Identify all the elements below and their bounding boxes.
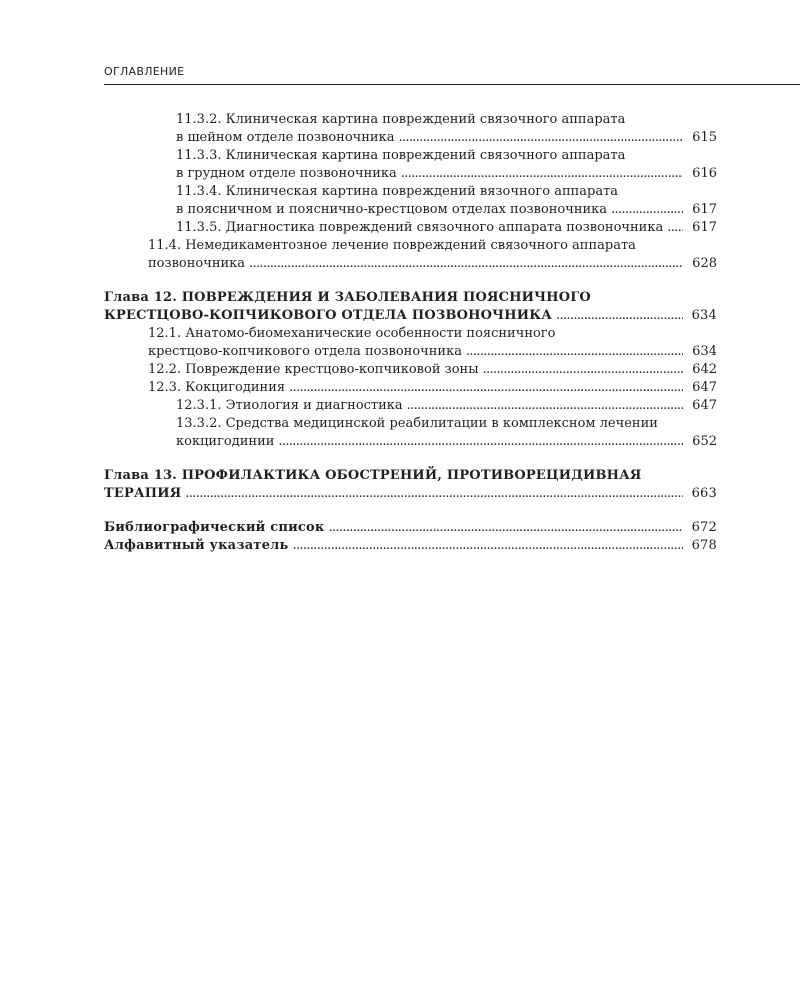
toc-entry-11-4[interactable] [104,237,717,273]
toc-chapter-12[interactable] [104,289,717,325]
page-number: 663 [691,486,717,501]
dot-leader [329,519,684,537]
dot-leader [556,307,683,325]
toc-entry-12-1[interactable] [104,325,717,361]
toc-entry-12-3[interactable] [104,379,717,397]
dot-leader [407,397,683,415]
toc-entry-title: в шейном отделе позвоночника [176,130,395,145]
page-number: 672 [691,520,717,535]
page-number: 617 [692,220,717,235]
page-number: 634 [692,344,717,359]
chapter-title: Библиографический список [104,520,325,535]
page-number: 615 [692,130,717,145]
toc-entry-title: 11.3.3. Клиническая картина повреждений связочного аппарата [176,148,626,163]
page-number: 647 [692,380,717,395]
page-number: 678 [691,538,717,553]
dot-leader [293,537,683,555]
table-of-contents [104,111,717,555]
page-number: 616 [692,166,717,181]
toc-chapter-13[interactable] [104,467,717,503]
toc-entry-title: кокцигодинии [176,434,275,449]
toc-entry-title: позвоночника [148,256,246,271]
chapter-title: ТЕРАПИЯ [104,486,182,501]
toc-entry-title: 12.3. Кокцигодиния [148,380,286,395]
dot-leader [249,255,683,273]
dot-leader [466,343,683,361]
chapter-title: Глава 13. ПРОФИЛАКТИКА ОБОСТРЕНИЙ, ПРОТИВОРЕЦИДИВНАЯ [104,468,642,483]
toc-entry-title: 11.4. Немедикаментозное лечение повреждений связочного аппарата [148,238,636,253]
toc-entry-title: в поясничном и пояснично-крестцовом отделах позвоночника [176,202,608,217]
dot-leader [278,433,683,451]
toc-index[interactable] [104,537,717,555]
toc-entry-11-3-4[interactable] [104,183,717,219]
page-number: 647 [692,398,717,413]
dot-leader [483,361,683,379]
toc-entry-title: 12.2. Повреждение крестцово-копчиковой зоны [148,362,479,377]
toc-entry-12-2[interactable] [104,361,717,379]
toc-entry-title: крестцово-копчикового отдела позвоночника [148,344,462,359]
dot-leader [185,485,683,503]
toc-entry-11-3-5[interactable] [104,219,717,237]
running-header: ОГЛАВЛЕНИЕ [104,65,185,78]
toc-entry-11-3-3[interactable] [104,147,717,183]
toc-entry-title: 12.3.1. Этиология и диагностика [176,398,403,413]
header-rule [104,84,800,85]
chapter-title: КРЕСТЦОВО-КОПЧИКОВОГО ОТДЕЛА ПОЗВОНОЧНИКА [104,308,553,323]
dot-leader [667,219,683,237]
toc-entry-13-3-2[interactable] [104,415,717,451]
toc-entry-11-3-2[interactable] [104,111,717,147]
toc-entry-title: в грудном отделе позвоночника [176,166,397,181]
page-number: 617 [692,202,717,217]
toc-bibliography[interactable] [104,519,717,537]
toc-entry-title: 13.3.2. Средства медицинской реабилитации в комплексном лечении [176,416,658,431]
toc-entry-title: 11.3.2. Клиническая картина повреждений связочного аппарата [176,112,626,127]
page-number: 634 [691,308,717,323]
toc-entry-title: 12.1. Анатомо-биомеханические особенности поясничного [148,326,556,341]
dot-leader [289,379,683,397]
chapter-title: Алфавитный указатель [104,538,289,553]
toc-entry-title: 11.3.4. Клиническая картина повреждений вязочного аппарата [176,184,619,199]
page-number: 642 [692,362,717,377]
dot-leader [401,165,683,183]
page-number: 628 [692,256,717,271]
dot-leader [611,201,683,219]
chapter-title: Глава 12. ПОВРЕЖДЕНИЯ И ЗАБОЛЕВАНИЯ ПОЯСНИЧНОГО [104,290,591,305]
page-number: 652 [692,434,717,449]
toc-entry-12-3-1[interactable] [104,397,717,415]
dot-leader [398,129,683,147]
toc-entry-title: 11.3.5. Диагностика повреждений связочного аппарата позвоночника [176,220,664,235]
